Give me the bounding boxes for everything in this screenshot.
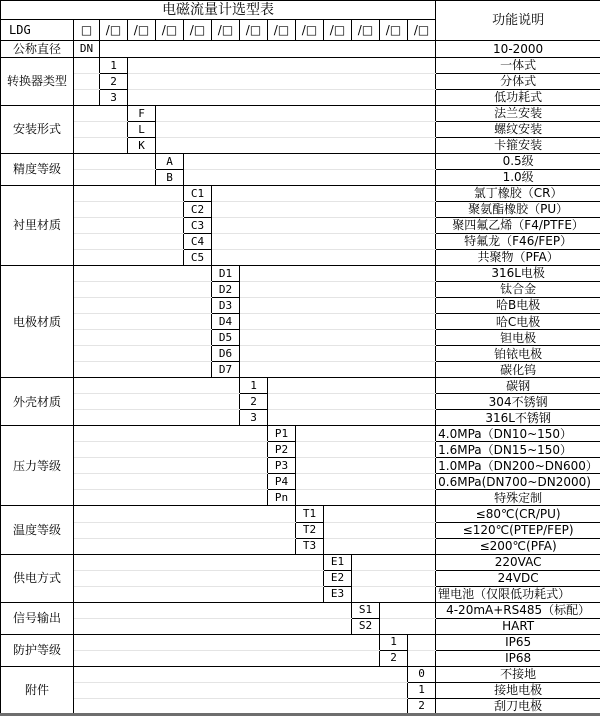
code-cell: P3 <box>268 458 296 474</box>
spacer-cell <box>74 330 212 346</box>
spacer-cell <box>296 490 436 506</box>
section-label: 转换器类型 <box>1 58 74 106</box>
model-box-cell: □ <box>74 20 100 41</box>
code-cell: 2 <box>100 74 128 90</box>
spacer-cell <box>240 314 436 330</box>
model-prefix: LDG <box>1 20 74 41</box>
desc-cell: 碳化钨 <box>436 362 600 378</box>
spacer-cell <box>212 250 436 266</box>
section-label: 压力等级 <box>1 426 74 506</box>
desc-cell: 共聚物（PFA） <box>436 250 600 266</box>
code-cell: C1 <box>184 186 212 202</box>
code-cell: C4 <box>184 234 212 250</box>
code-cell: D2 <box>212 282 240 298</box>
table-title: 电磁流量计选型表 <box>1 1 436 20</box>
section-label: 信号输出 <box>1 602 74 634</box>
spacer-cell <box>184 154 436 170</box>
spacer-cell <box>128 58 436 74</box>
spacer-cell <box>74 618 352 634</box>
spacer-cell <box>296 442 436 458</box>
desc-cell: 一体式 <box>436 58 600 74</box>
code-cell: 3 <box>240 410 268 426</box>
code-cell: T2 <box>296 522 324 538</box>
spacer-cell <box>212 186 436 202</box>
section-label: 安装形式 <box>1 106 74 154</box>
desc-cell: 接地电极 <box>436 682 600 698</box>
model-slot-cell: /□ <box>184 20 212 41</box>
spacer-cell <box>74 250 184 266</box>
code-cell: 1 <box>380 634 408 650</box>
section-label: 供电方式 <box>1 554 74 602</box>
spacer-cell <box>74 138 128 154</box>
section-label: 外壳材质 <box>1 378 74 426</box>
code-cell: P2 <box>268 442 296 458</box>
model-slot-cell: /□ <box>212 20 240 41</box>
spacer-cell <box>74 74 100 90</box>
spacer-cell <box>268 394 436 410</box>
code-cell: 0 <box>408 666 436 682</box>
desc-cell: IP68 <box>436 650 600 666</box>
desc-cell: 螺纹安装 <box>436 122 600 138</box>
spacer-cell <box>74 314 212 330</box>
desc-cell: 哈B电极 <box>436 298 600 314</box>
spacer-cell <box>74 410 240 426</box>
code-cell: K <box>128 138 156 154</box>
desc-cell: 法兰安装 <box>436 106 600 122</box>
code-cell: D3 <box>212 298 240 314</box>
desc-cell: 刮刀电极 <box>436 698 600 714</box>
code-cell: T3 <box>296 538 324 554</box>
desc-cell: HART <box>436 618 600 634</box>
spacer-cell <box>240 282 436 298</box>
desc-cell: 304不锈钢 <box>436 394 600 410</box>
spacer-cell <box>156 122 436 138</box>
spacer-cell <box>74 666 408 682</box>
code-cell: D7 <box>212 362 240 378</box>
section-label: 电极材质 <box>1 266 74 378</box>
desc-cell: 聚氨酯橡胶（PU） <box>436 202 600 218</box>
code-cell: D5 <box>212 330 240 346</box>
model-slot-cell: /□ <box>156 20 184 41</box>
code-cell: P4 <box>268 474 296 490</box>
spacer-cell <box>74 682 408 698</box>
spacer-cell <box>128 74 436 90</box>
spacer-cell <box>100 41 436 58</box>
spacer-cell <box>74 362 212 378</box>
spacer-cell <box>74 474 268 490</box>
spacer-cell <box>74 698 408 714</box>
desc-cell: 1.0级 <box>436 170 600 186</box>
spacer-cell <box>74 522 296 538</box>
spacer-cell <box>74 154 156 170</box>
spacer-cell <box>324 538 436 554</box>
spacer-cell <box>74 346 212 362</box>
section-label: 精度等级 <box>1 154 74 186</box>
spacer-cell <box>74 394 240 410</box>
spacer-cell <box>74 634 380 650</box>
code-cell: 1 <box>408 682 436 698</box>
desc-cell: IP65 <box>436 634 600 650</box>
spacer-cell <box>240 266 436 282</box>
spacer-cell <box>408 634 436 650</box>
spacer-cell <box>212 202 436 218</box>
desc-cell: 0.5级 <box>436 154 600 170</box>
model-slot-cell: /□ <box>324 20 352 41</box>
model-slot-cell: /□ <box>268 20 296 41</box>
code-cell: C3 <box>184 218 212 234</box>
spacer-cell <box>74 186 184 202</box>
code-cell: A <box>156 154 184 170</box>
spacer-cell <box>74 506 296 522</box>
spacer-cell <box>240 362 436 378</box>
spacer-cell <box>74 218 184 234</box>
spacer-cell <box>184 170 436 186</box>
model-slot-cell: /□ <box>128 20 156 41</box>
spacer-cell <box>156 138 436 154</box>
desc-cell: 铂铱电极 <box>436 346 600 362</box>
spacer-cell <box>74 282 212 298</box>
model-slot-cell: /□ <box>100 20 128 41</box>
code-cell: T1 <box>296 506 324 522</box>
code-cell: D1 <box>212 266 240 282</box>
spacer-cell <box>212 218 436 234</box>
desc-cell: 0.6MPa(DN700~DN2000) <box>436 474 600 490</box>
spacer-cell <box>74 554 324 570</box>
spacer-cell <box>268 410 436 426</box>
desc-cell: 220VAC <box>436 554 600 570</box>
section-label: 温度等级 <box>1 506 74 554</box>
desc-cell: 316L不锈钢 <box>436 410 600 426</box>
section-label: 防护等级 <box>1 634 74 666</box>
spacer-cell <box>352 570 436 586</box>
spacer-cell <box>74 538 296 554</box>
model-slot-cell: /□ <box>240 20 268 41</box>
spacer-cell <box>74 106 128 122</box>
code-cell: E1 <box>324 554 352 570</box>
spacer-cell <box>268 378 436 394</box>
desc-cell: 10-2000 <box>436 41 600 58</box>
spacer-cell <box>74 458 268 474</box>
spacer-cell <box>240 346 436 362</box>
code-cell: D4 <box>212 314 240 330</box>
spacer-cell <box>352 586 436 602</box>
section-label: 公称直径 <box>1 41 74 58</box>
code-cell: 1 <box>240 378 268 394</box>
spacer-cell <box>74 586 324 602</box>
desc-cell: 分体式 <box>436 74 600 90</box>
desc-cell: 316L电极 <box>436 266 600 282</box>
spacer-cell <box>352 554 436 570</box>
spacer-cell <box>324 522 436 538</box>
desc-cell: 哈C电极 <box>436 314 600 330</box>
code-cell: F <box>128 106 156 122</box>
code-cell: D6 <box>212 346 240 362</box>
spacer-cell <box>380 602 436 618</box>
description-column-header: 功能说明 <box>436 1 600 41</box>
spacer-cell <box>240 298 436 314</box>
spacer-cell <box>74 490 268 506</box>
desc-cell: ≤200℃(PFA) <box>436 538 600 554</box>
spacer-cell <box>212 234 436 250</box>
desc-cell: ≤120℃(PTEP/FEP) <box>436 522 600 538</box>
spacer-cell <box>296 426 436 442</box>
code-cell: 2 <box>380 650 408 666</box>
spacer-cell <box>74 90 100 106</box>
spacer-cell <box>156 106 436 122</box>
code-cell: 2 <box>408 698 436 714</box>
spacer-cell <box>74 426 268 442</box>
spacer-cell <box>74 58 100 74</box>
desc-cell: 特氟龙（F46/FEP） <box>436 234 600 250</box>
spacer-cell <box>240 330 436 346</box>
desc-cell: 4.0MPa（DN10~150） <box>436 426 600 442</box>
spacer-cell <box>324 506 436 522</box>
spacer-cell <box>296 474 436 490</box>
spacer-cell <box>74 266 212 282</box>
code-cell: 2 <box>240 394 268 410</box>
code-cell: C2 <box>184 202 212 218</box>
code-cell: DN <box>74 41 100 58</box>
desc-cell: 低功耗式 <box>436 90 600 106</box>
code-cell: C5 <box>184 250 212 266</box>
code-cell: 1 <box>100 58 128 74</box>
desc-cell: 聚四氟乙烯（F4/PTFE） <box>436 218 600 234</box>
desc-cell: 锂电池（仅限低功耗式） <box>436 586 600 602</box>
model-slot-cell: /□ <box>380 20 408 41</box>
spacer-cell <box>128 90 436 106</box>
spacer-cell <box>74 602 352 618</box>
desc-cell: 氯丁橡胶（CR） <box>436 186 600 202</box>
spacer-cell <box>74 170 156 186</box>
spacer-cell <box>296 458 436 474</box>
desc-cell: ≤80℃(CR/PU) <box>436 506 600 522</box>
desc-cell: 1.0MPa（DN200~DN600） <box>436 458 600 474</box>
desc-cell: 1.6MPa（DN15~150） <box>436 442 600 458</box>
code-cell: B <box>156 170 184 186</box>
spacer-cell <box>74 570 324 586</box>
spacer-cell <box>74 650 380 666</box>
spacer-cell <box>74 234 184 250</box>
code-cell: Pn <box>268 490 296 506</box>
spacer-cell <box>74 378 240 394</box>
desc-cell: 钛合金 <box>436 282 600 298</box>
spacer-cell <box>408 650 436 666</box>
desc-cell: 卡箍安装 <box>436 138 600 154</box>
spacer-cell <box>74 442 268 458</box>
desc-cell: 4-20mA+RS485（标配） <box>436 602 600 618</box>
section-label: 衬里材质 <box>1 186 74 266</box>
model-slot-cell: /□ <box>296 20 324 41</box>
code-cell: E3 <box>324 586 352 602</box>
desc-cell: 特殊定制 <box>436 490 600 506</box>
model-slot-cell: /□ <box>408 20 436 41</box>
code-cell: P1 <box>268 426 296 442</box>
model-slot-cell: /□ <box>352 20 380 41</box>
code-cell: S2 <box>352 618 380 634</box>
spacer-cell <box>380 618 436 634</box>
desc-cell: 钽电极 <box>436 330 600 346</box>
code-cell: E2 <box>324 570 352 586</box>
desc-cell: 不接地 <box>436 666 600 682</box>
spacer-cell <box>74 122 128 138</box>
code-cell: 3 <box>100 90 128 106</box>
desc-cell: 碳钢 <box>436 378 600 394</box>
spacer-cell <box>74 298 212 314</box>
spacer-cell <box>74 202 184 218</box>
code-cell: L <box>128 122 156 138</box>
desc-cell: 24VDC <box>436 570 600 586</box>
section-label: 附件 <box>1 666 74 714</box>
code-cell: S1 <box>352 602 380 618</box>
